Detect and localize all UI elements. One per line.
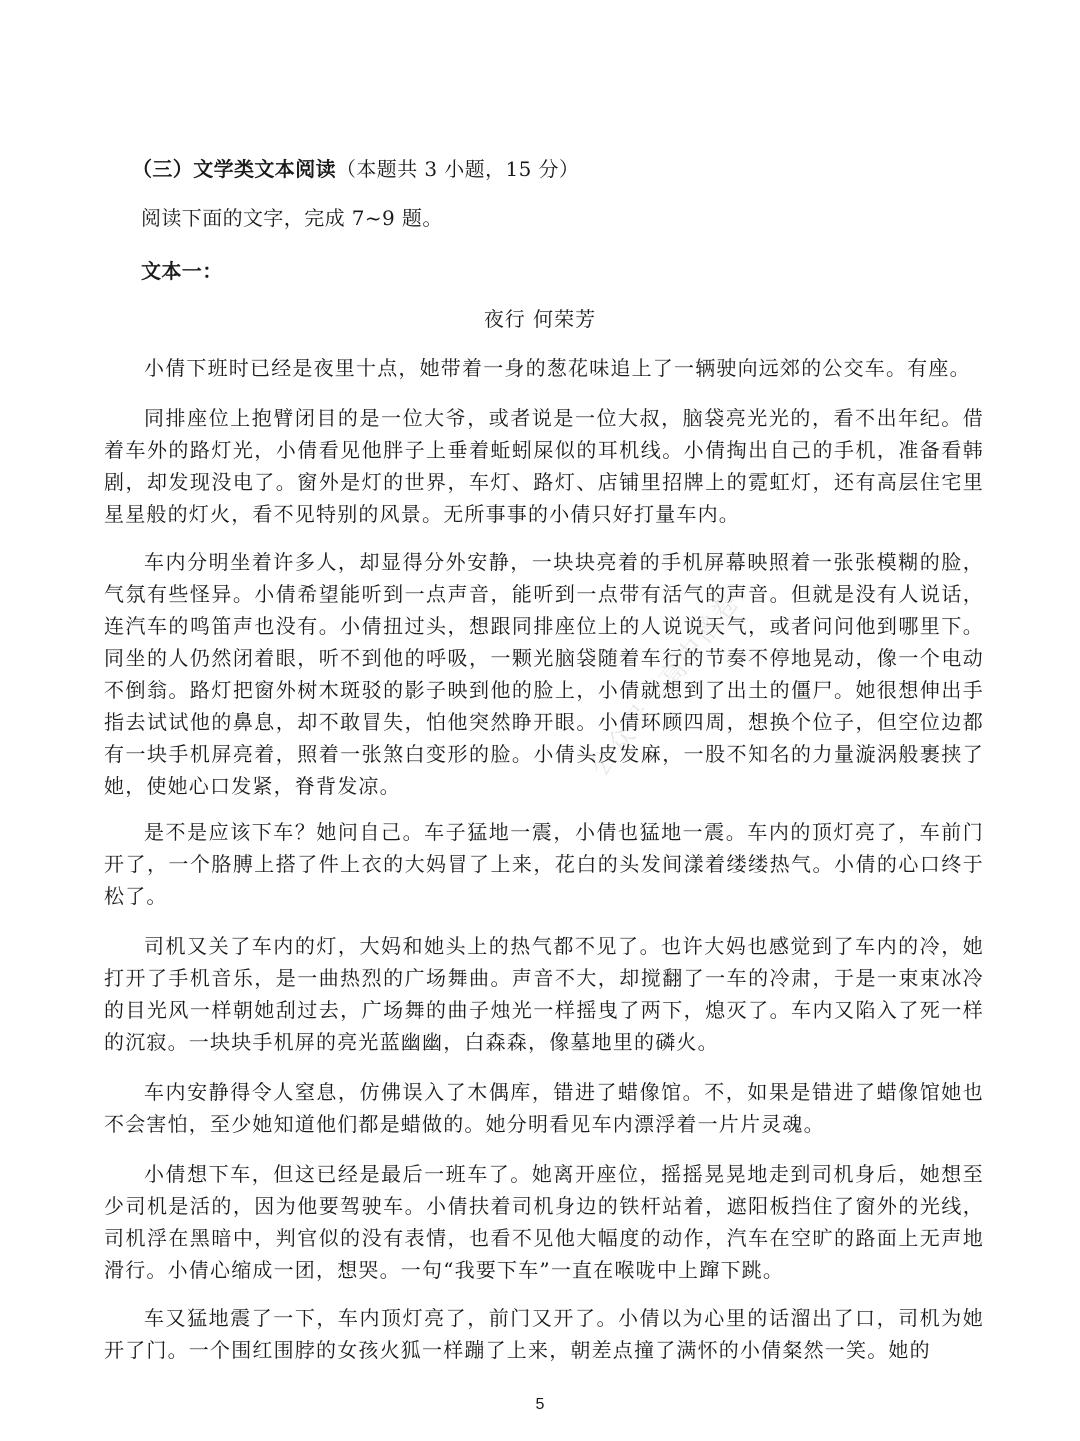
story-paragraph-8: 车又猛地震了一下，车内顶灯亮了，前门又开了。小倩以为心里的话溜出了口，司机为她开了门。一个围红围脖的女孩火狐一样蹦了上来，朝差点撞了满怀的小倩粲然一笑。她的 (104, 1306, 984, 1362)
story-paragraph-3: 车内分明坐着许多人，却显得分外安静，一块块亮着的手机屏幕映照着一张张模糊的脸，气氛有些怪异。小倩希望能听到一点声音，能听到一点带有活气的声音。但就是没有人说话，连汽车的鸣笛声也没有。小倩扭过头，想跟同排座位上的人说说天气，或者问问他到哪里下。同坐的人仍然闭着眼，听不到他的呼吸，一颗光脑袋随着车行的节奏不停地晃动，像一个电动不倒翁。路灯把窗外树木斑驳的影子映到他的脸上，小倩就想到了出土的僵尸。她很想伸出手指去试试他的鼻息，却不敢冒失，怕他突然睁开眼。小倩环顾四周，想换个位子，但空位边都有一块手机屏亮着，照着一张煞白变形的脸。小倩头皮发麻，一股不知名的力量漩涡般裹挟了她，使她心口发紧，脊背发凉。 (104, 550, 984, 798)
story-paragraph-7: 小倩想下车，但这已经是最后一班车了。她离开座位，摇摇晃晃地走到司机身后，她想至少司机是活的，因为他要驾驶车。小倩扶着司机身边的铁杆站着，遮阳板挡住了窗外的光线，司机浮在黑暗中，判官似的没有表情，也看不见他大幅度的动作，汽车在空旷的路面上无声地滑行。小倩心缩成一团，想哭。一句“我要下车”一直在喉咙中上蹿下跳。 (104, 1162, 984, 1282)
section-header (132, 154, 1010, 184)
story-paragraph-2: 同排座位上抱臂闭目的是一位大爷，或者说是一位大叔，脑袋亮光光的，看不出年纪。借着车外的路灯光，小倩看见他胖子上垂着蚯蚓屎似的耳机线。小倩掏出自己的手机，准备看韩剧，却发现没电了。窗外是灯的世界，车灯、路灯、店铺里招牌上的霓虹灯，还有高层住宅里星星般的灯火，看不见特别的风景。无所事事的小倩只好打量车内。 (104, 406, 984, 526)
story-paragraph-1: 小倩下班时已经是夜里十点，她带着一身的葱花味追上了一辆驶向远郊的公交车。有座。 (144, 356, 971, 380)
page-number: 5 (535, 1396, 545, 1413)
story-paragraph-6: 车内安静得令人窒息，仿佛误入了木偶库，错进了蜡像馆。不，如果是错进了蜡像馆她也不会害怕，至少她知道他们都是蜡做的。她分明看见车内漂浮着一片片灵魂。 (104, 1080, 984, 1136)
story-paragraph-5: 司机又关了车内的灯，大妈和她头上的热气都不见了。也许大妈也感觉到了车内的冷，她打开了手机音乐，是一曲热烈的广场舞曲。声音不大，却搅翻了一车的冷肃，于是一束束冰冷的目光风一样朝她刮过去，广场舞的曲子烛光一样摇曳了两下，熄灭了。车内又陷入了死一样的沉寂。一块块手机屏的亮光蓝幽幽，白森森，像墓地里的磷火。 (104, 934, 984, 1054)
section-note: （本题共 3 小题，15 分） (336, 157, 580, 181)
watermark-text: 公众号《高中僧卷》 (584, 565, 764, 783)
text-label: 文本一： (141, 259, 223, 283)
story-title: 夜行 何荣芳 (483, 307, 597, 331)
section-title: （三）文学类文本阅读 (132, 157, 336, 181)
story-paragraph-4: 是不是应该下车？她问自己。车子猛地一震，小倩也猛地一震。车内的顶灯亮了，车前门开了，一个胳膊上搭了件上衣的大妈冒了上来，花白的头发间漾着缕缕热气。小倩的心口终于松了。 (104, 820, 984, 908)
reading-instruction: 阅读下面的文字，完成 7~9 题。 (141, 206, 443, 230)
